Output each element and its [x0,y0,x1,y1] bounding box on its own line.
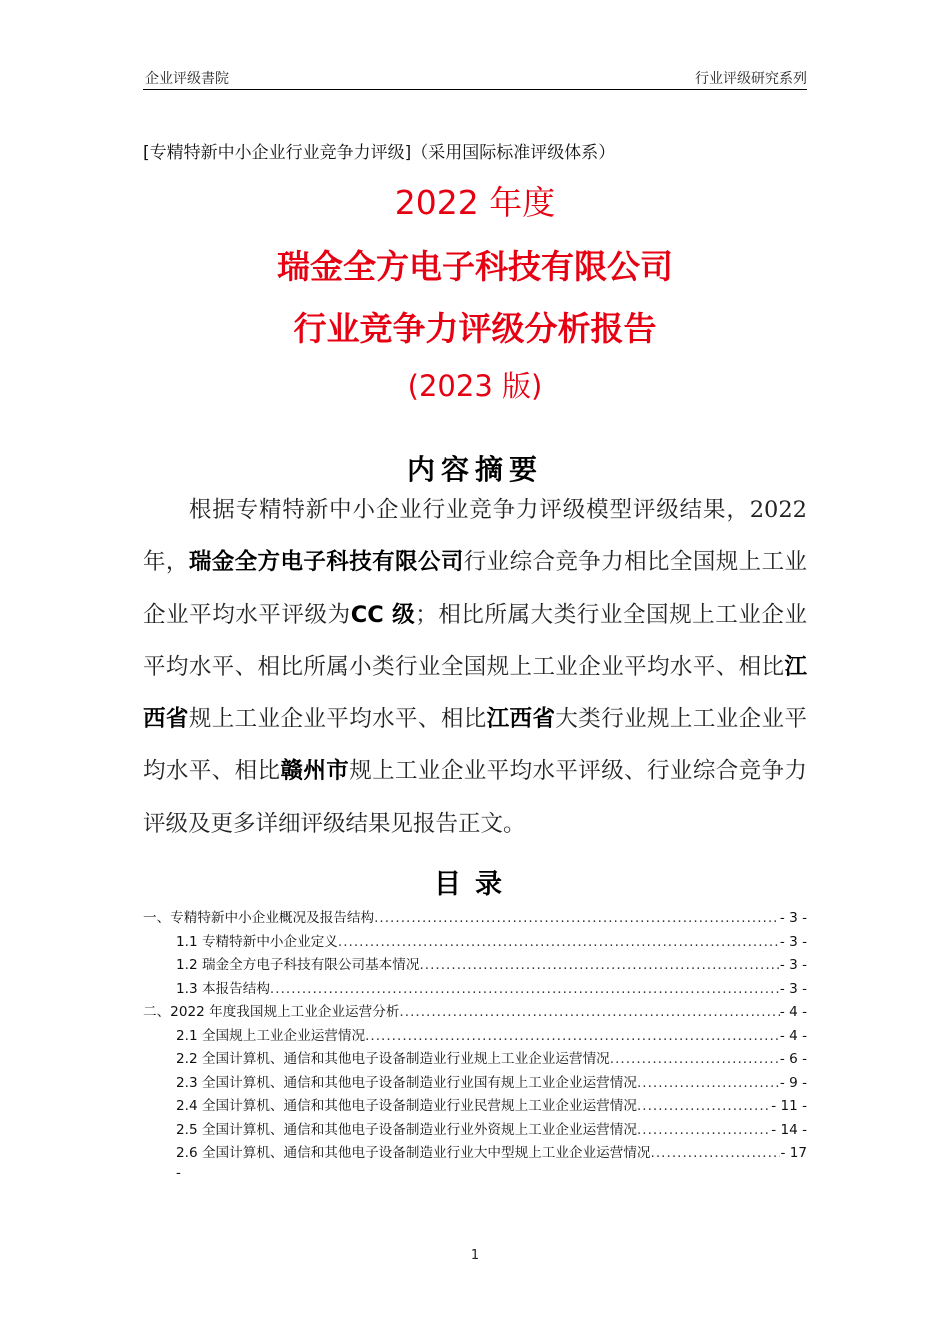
title-report: 行业竞争力评级分析报告 [293,309,657,348]
toc-entry-label: 2.6 全国计算机、通信和其他电子设备制造业行业大中型规上工业企业运营情况 [176,1145,651,1161]
abstract-company: 瑞金全方电子科技有限公司 [188,549,464,576]
toc-entry-label: 2.4 全国计算机、通信和其他电子设备制造业行业民营规上工业企业运营情况 [176,1098,637,1114]
toc-entry-page: - 4 - [779,1027,807,1044]
toc-entry[interactable] [143,1071,807,1095]
toc-entry[interactable] [143,953,807,977]
toc-entry-page: - 11 - [771,1098,807,1114]
toc-entry[interactable] [143,1118,807,1142]
toc-leader [610,1051,780,1067]
abstract-text-3: ；相比所属大类行业全国规上工业企业平均水平、相比所属小类行业全国规上工业企业平均水平、相比 [143,601,807,680]
toc-leader [374,910,780,926]
page-number: 1 [470,1248,480,1263]
toc-entry-page: - 3 - [779,910,807,926]
toc-page-wrap: - [176,1164,181,1181]
abstract-text-5: 大类行业规上工业企业平均水平、相比 [143,706,807,785]
toc-entry-label: 一、专精特新中小企业概况及报告结构 [143,910,375,926]
abstract-body [143,484,807,850]
toc-leader [399,1004,779,1020]
abstract-heading: 内容摘要 [406,453,543,486]
toc-entry-page: - 3 - [779,957,807,973]
toc-leader [637,1075,780,1091]
toc-entry-page: - 6 - [779,1051,807,1067]
toc-entry-label: 1.1 专精特新中小企业定义 [176,933,338,950]
header-series: 行业评级研究系列 [695,71,807,87]
toc-heading: 目录 [434,869,516,900]
toc-entry[interactable] [143,1141,807,1165]
abstract-grade: CC 级 [350,601,416,628]
toc-entry[interactable] [143,1024,807,1048]
toc-entry-label: 2.5 全国计算机、通信和其他电子设备制造业行业外资规上工业企业运营情况 [176,1121,637,1138]
header-rule [143,89,807,90]
table-of-contents [143,906,807,1188]
toc-entry-label: 1.3 本报告结构 [176,980,270,997]
abstract-text-1: 根据专精特新中小企业行业竞争力评级模型评级结果，2022 年， [143,497,807,576]
toc-entry[interactable] [143,1094,807,1118]
toc-entry[interactable] [143,906,807,930]
title-company: 瑞金全方电子科技有限公司 [277,247,673,286]
series-line: [专精特新中小企业行业竞争力评级]（采用国际标准评级体系） [143,143,616,163]
toc-leader [419,957,779,973]
toc-leader [637,1122,771,1138]
toc-leader [637,1098,771,1114]
toc-leader [338,934,780,950]
abstract-province-2: 江西省 [486,706,556,733]
toc-entry-page: - 4 - [779,1004,807,1020]
toc-leader [651,1145,781,1161]
toc-entry-label: 1.2 瑞金全方电子科技有限公司基本情况 [176,957,420,973]
toc-entry[interactable] [143,1000,807,1024]
toc-entry-page: - 14 - [771,1121,807,1138]
toc-entry-label: 2.1 全国规上工业企业运营情况 [176,1027,366,1044]
toc-entry-page: - 3 - [779,980,807,997]
abstract-text-4: 规上工业企业平均水平、相比 [188,706,487,733]
abstract-city: 赣州市 [280,758,350,785]
abstract-text-2: 行业综合竞争力相比全国规上工业企业平均水平评级为 [143,549,807,628]
toc-entry[interactable] [143,930,807,954]
header-publisher: 企业评级書院 [145,71,229,87]
toc-entry-page: - 3 - [779,933,807,950]
toc-entry-label: 2.2 全国计算机、通信和其他电子设备制造业行业规上工业企业运营情况 [176,1051,610,1067]
toc-entry-page: - 17 [780,1145,807,1161]
title-edition: (2023 版) [407,369,543,403]
toc-entry-page: - 9 - [779,1074,807,1091]
toc-entry-label: 2.3 全国计算机、通信和其他电子设备制造业行业国有规上工业企业运营情况 [176,1074,637,1091]
toc-entry[interactable] [143,977,807,1001]
toc-entry-label: 二、2022 年度我国规上工业企业运营分析 [143,1004,400,1020]
toc-leader [365,1028,780,1044]
abstract-province-1: 江西省 [143,653,807,733]
title-year: 2022 年度 [394,183,556,222]
toc-leader [270,981,780,997]
abstract-text-6: 规上工业企业平均水平评级、行业综合竞争力评级及更多详细评级结果见报告正文。 [143,758,807,837]
toc-entry[interactable] [143,1047,807,1071]
